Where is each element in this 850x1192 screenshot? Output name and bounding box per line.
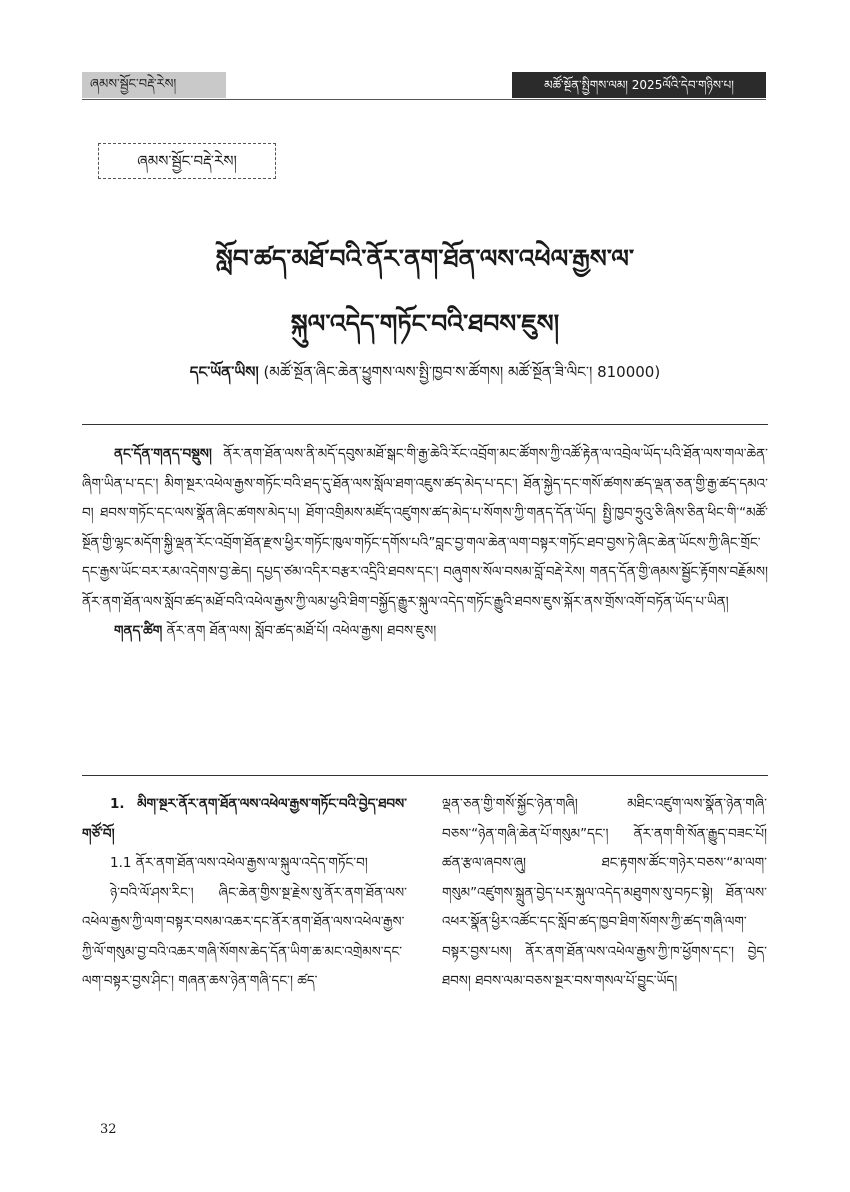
page-number: 32 xyxy=(100,1122,117,1137)
author-line xyxy=(82,356,768,398)
header-journal-issue: མཚོ་སྔོན་སྤྱིགས་ལམ། 2025ལོའི་དེབ་གཉིས་པ། xyxy=(512,72,766,98)
section-tag: ཞམས་སྦྱོང་བརྡེ་རེས། xyxy=(98,143,276,179)
keywords-label: གནད་ཚིག xyxy=(114,623,163,639)
author-name: དང་ཡོན་ཡིས། xyxy=(189,363,259,381)
abstract-block xyxy=(82,440,768,758)
article-title-line2: སྐུལ་འདེད་གཏོང་བའི་ཐབས་ཇུས། xyxy=(290,309,560,338)
abstract-label: ནང་དོན་གནད་བསྡུས། xyxy=(114,446,212,462)
header-section-label: ཞམས་སྦྱོང་བརྡེ་རེས། xyxy=(82,72,226,98)
abstract-bottom-divider xyxy=(82,775,768,776)
article-title-line1: སློབ་ཚད་མཐོ་བའི་ནོར་ནག་ཐོན་ལས་འཕེལ་རྒྱས་ལ་ xyxy=(215,244,635,273)
body-paragraph-right: ལྡན་ཅན་གྱི་གསོ་སྐྱོང་ཉེན་གཞི། མཐིང་འཛུག་ལས་སྣོན་ཉེན་གཞི་བཅས་“ཉེན་གཞི་ཆེན་པོ་གསུམ”དང་། ནོར་ནག་གི་སོན་རྒྱུད་བཟང་པོ། ཚན་རྩལ་ཞབས་ཞུ། ཐང་རྟགས་ཚོང་གཉེར་བཅས་“མ་ལག་གསུམ”འཛུགས་སྐྲུན་བྱེད་པར་སྐུལ་འདེད་མཐུགས་སུ་བཏང་སྟེ། ཐོན་ལས་འཕར་སྣོན་ཕྱིར་འཚོང་དང་སློབ་ཚད་ཁྱབ་ཐིག་སོགས་ཀྱི་ཚད་གཞི་ལག་བསྟར་བྱས་པས། ནོར་ནག་ཐོན་ལས་འཕེལ་རྒྱས་ཀྱི་ཁ་ཕྱོགས་དང་། བྱེད་ཐབས། ཐབས་ལམ་བཅས་སྔར་བས་གསལ་པོ་བྱུང་ཡོད། xyxy=(442,796,767,989)
keywords-paragraph xyxy=(82,617,768,647)
author-affiliation: (མཚོ་སྔོན་ཞིང་ཆེན་ཕྱུགས་ལས་སྤྱི་ཁྱབ་ས་ཚོགས། མཚོ་སྔོན་ཟི་ལིང་། 810000) xyxy=(263,363,661,381)
body-column-left xyxy=(82,790,407,1110)
keywords-text: ནོར་ནག ཐོན་ལས། སློབ་ཚད་མཐོ་པོ། འཕེལ་རྒྱས། ཐབས་ཇུས། xyxy=(166,623,437,639)
subsection-heading-1-1: 1.1 ནོར་ནག་ཐོན་ལས་འཕེལ་རྒྱས་ལ་སྐུལ་འདེད་གཏོང་བ། xyxy=(110,855,368,871)
abstract-text: ནོར་ནག་ཐོན་ལས་ནི་མདོ་དབུས་མཐོ་སྒང་གི་རྒྱ་ཆེའི་རོང་འབྲོག་མང་ཚོགས་ཀྱི་འཚོ་རྟེན་ལ་འབྲེལ་ཡོད་པའི་ཐོན་ལས་གལ་ཆེན་ཞིག་ཡིན་པ་དང་། མིག་སྔར་འཕེལ་རྒྱས་གཏོང་བའི་ཐད་དུ་ཐོན་ལས་སློལ་ཐག་འཇུས་ཚད་མེད་པ་དང་། ཐོན་སྐྱེད་དང་གསོ་ཚགས་ཚད་ལྡན་ཅན་གྱི་རྒྱ་ཚད་དམའ་བ། ཐབས་གཏོང་དང་ལས་སྣོན་ཞིང་ཚགས་མེད་པ། ཐོག་འགྲིམས་མཛོད་འཛུགས་ཚད་མེད་པ་སོགས་ཀྱི་གནད་དོན་ཡོད། སྤྱི་ཁྱབ་ཧྲུའུ་ཅི་ཞིས་ཅིན་ཕིང་གི་“མཚོ་སྔོན་གྱི་ལྷང་མདོག་སྐྱི་ལྡན་རོང་འབྲོག་ཐོན་རྫས་ཕྱིར་གཏོང་ཁུལ་གཏོང་དགོས་པའི”བླང་བྱ་གལ་ཆེན་ལག་བསྟར་གཏོང་ཐབ་བྱས་ཏེ་ཞིང་ཆེན་ཡོངས་ཀྱི་ཞིང་གྲོང་དང་རྒྱས་ཡོང་བར་རམ་འདེགས་བྱ་ཆེད། དཔྱད་ཙམ་འདིར་བརྩར་འདྲིའི་ཐབས་དང་། བཞུགས་སོལ་བསམ་བློ་བརྡེ་རེས། གནད་དོན་གྱི་ཞམས་སྦྱོང་རྟོགས་བརྗོམས། ནོར་ནག་ཐོན་ལས་སློབ་ཚད་མཐོ་བའི་འཕེལ་རྒྱས་ཀྱི་ལམ་ཕྱའི་ཐིག་བསྐྱོད་རྒྱུར་སྐུལ་འདེད་གཏོང་རྒྱུའི་ཐབས་ཇུས་སྐོར་ནས་གྲོས་འགོ་བཏོན་ཡོད་པ་ཡིན། xyxy=(82,446,768,610)
abstract-paragraph xyxy=(82,440,768,617)
header-divider xyxy=(82,99,766,100)
body-paragraph-left: ཉེ་བའི་ལོ་ཤས་རིང་། ཞིང་ཆེན་གྱིས་སྔ་རྗེས་སུ་ནོར་ནག་ཐོན་ལས་འཕེལ་རྒྱས་ཀྱི་ལག་བསྟར་བསམ་འཆར་དང་ནོར་ནག་ཐོན་ལས་འཕེལ་རྒྱས་ཀྱི་ལོ་གསུམ་བྱ་བའི་འཆར་གཞི་སོགས་ཆེད་དོན་ཡིག་ཆ་མང་འགྲེམས་དང་ལག་བསྟར་བྱས་ཤིང་། གཞན་ཆས་ཉེན་གཞི་དང་། ཚད་ xyxy=(82,884,407,989)
section-heading-1: 1. མིག་སྔར་ནོར་ནག་ཐོན་ལས་འཕེལ་རྒྱས་གཏོང་བའི་བྱེད་ཐབས་གཙོ་བོ། xyxy=(82,796,407,842)
body-column-right xyxy=(442,790,767,1110)
abstract-top-divider xyxy=(82,424,768,425)
